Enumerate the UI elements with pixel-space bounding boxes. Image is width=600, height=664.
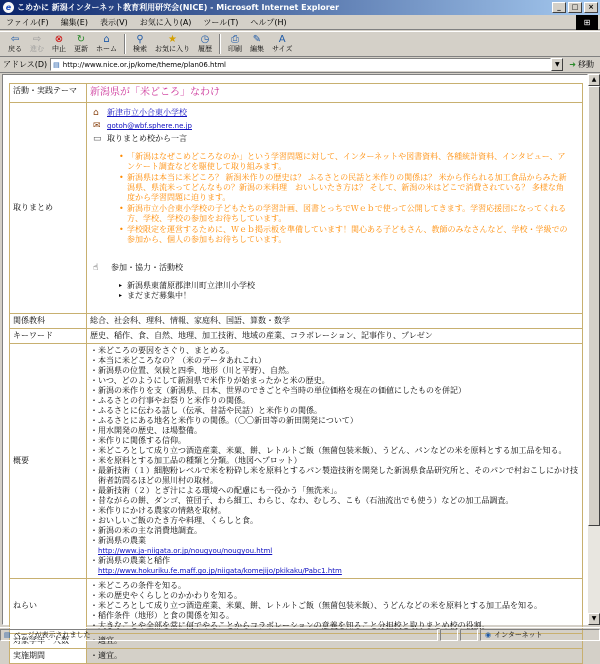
list-item: ・ 新潟県の位置、気候と四季、地形（川と平野）、自然。: [90, 366, 579, 376]
list-item: ・ 米作りに関係する信仰。: [90, 436, 579, 446]
overview-label: 概要: [10, 344, 87, 579]
address-label: アドレス(D): [3, 60, 48, 69]
list-item: ・ 米どころの要因をさぐり、まとめる。: [90, 346, 579, 356]
list-item: ・ 米どころとして成り立つ酒造産業、米菓、餅、レトルトご飯（無菌包装米飯）、うどん、パンなどの米を原料とする加工品を知る。: [90, 446, 579, 456]
list-item: ・ 大きなことや全部を常に何でやることからコラボレーションの意義を知ること分担校と取りまとめ校の役割。: [90, 621, 579, 631]
table-row: [10, 579, 583, 634]
email-link[interactable]: gotoh@wbf.sphere.ne.jp: [107, 122, 192, 130]
address-url: http://www.nice.or.jp/kome/theme/plan06.html: [62, 60, 226, 69]
scroll-up-button[interactable]: ▲: [588, 74, 600, 86]
participate-heading: 参加・協力・活動校: [111, 263, 183, 272]
list-item: ・ 新潟県の農業と稲作: [90, 556, 579, 566]
menu-help[interactable]: ヘルプ(H): [250, 17, 287, 27]
scroll-down-button[interactable]: ▼: [588, 613, 600, 625]
close-button[interactable]: ×: [584, 2, 598, 13]
list-item: ・ 最新技術（１）細胞粉レベルで米を粉砕し米を原料とするパン製造技術を開発した新潟県食品研究所と、そのパンで村おこしにかけ技術者訪問るほどの黒川村の取材。: [90, 466, 579, 486]
print-button[interactable]: ⎙ 印刷: [228, 34, 242, 53]
house-icon: ⌂: [93, 108, 99, 118]
edit-button[interactable]: ✎ 編集: [250, 34, 264, 53]
list-item: ▸ 新潟県東蒲原郡津川町立津川小学校: [127, 281, 576, 291]
theme-label: 活動・実践テーマ: [10, 84, 87, 103]
minimize-button[interactable]: _: [552, 2, 566, 13]
list-item: ・ 用水開発の歴史、ほ場整備。: [90, 426, 579, 436]
email-icon: ✉: [93, 121, 101, 131]
overview-list: [90, 346, 579, 576]
menu-bar: [0, 15, 600, 30]
search-button[interactable]: ⚲ 検索: [133, 34, 147, 53]
list-item: ・ ふるさとにある地名と米作りの関係。（〇〇新田等の新田開発について）: [90, 416, 579, 426]
menu-view[interactable]: 表示(V): [99, 17, 128, 27]
list-item: ・ 米の歴史やくらしとのかかわりを知る。: [90, 591, 579, 601]
globe-icon: ◉: [485, 630, 492, 639]
list-item: [90, 546, 579, 556]
list-item: ・ 米どころとして成り立つ酒造産業、米菓、餅、レトルトご飯（無菌包装米飯）、うどんなどの米を原料とする加工品を知る。: [90, 601, 579, 611]
list-item: • 学校限定を運営するために、Ｗｅｂ掲示板を準備しています！関心ある子どもさん、教師のみなさんなど、学校・学級での参加から、個人の参加もお待ちしています。: [127, 225, 570, 245]
aims-label: ねらい: [10, 579, 87, 634]
menu-tools[interactable]: ツール(T): [203, 17, 239, 27]
table-row: [10, 344, 583, 579]
status-cell: [460, 629, 478, 641]
toolbar-separator: [219, 34, 221, 54]
window-title: こめかに 新潟インターネット教育利用研究会(NICE) - Microsoft Internet Explorer: [17, 3, 340, 12]
list-item: • 新潟市立小合東小学校の子どもたちの学習計画、図書とっちでＷｅｂで使って公開してきます。学習応援団になってくれる方、学校、学校の参加をお待ちしています。: [127, 204, 570, 224]
school-link[interactable]: 新津市立小合東小学校: [107, 108, 187, 117]
address-bar: [0, 57, 600, 73]
vertical-scrollbar[interactable]: [588, 74, 600, 625]
grade-value: ・ 適宜。: [90, 636, 579, 646]
table-row: [10, 103, 583, 314]
refresh-icon: ↻: [76, 34, 86, 45]
status-cell: [440, 629, 458, 641]
participant-list: [127, 281, 576, 301]
size-button[interactable]: A サイズ: [272, 34, 293, 53]
list-item: ・ 最新技術（２）とぎ汁による環境への配慮にも一役かう「無洗米」。: [90, 486, 579, 496]
address-dropdown-button[interactable]: ▼: [551, 58, 563, 71]
list-item: ・ 米どころの条件を知る。: [90, 581, 579, 591]
memo-icon: ▭: [93, 134, 102, 144]
list-item: • 「新潟はなぜこめどころなのか」という学習問題に対して、インターネットや図書資料、各種統計資料、インタビュー、アンケート調査などを駆使して取り組みます。: [127, 152, 570, 172]
aims-list: [90, 581, 579, 631]
list-item: ・ おいしいご飯のたき方や料理、くらしと食。: [90, 516, 579, 526]
address-input[interactable]: [50, 58, 551, 71]
menu-edit[interactable]: 編集(E): [60, 17, 88, 27]
status-message: ▤ ページが表示されました: [0, 629, 438, 641]
message-heading: 取りまとめ校から一言: [107, 134, 187, 143]
subjects-label: 関係教科: [10, 314, 87, 329]
list-item: ▸ まだまだ募集中！: [127, 291, 576, 301]
message-list: [127, 152, 576, 245]
windows-logo-icon: ⊞: [576, 15, 598, 30]
maff-link[interactable]: http://www.hokuriku.fe.maff.go.jp/niigata/komejijo/pkikaku/Pabc1.htm: [98, 567, 342, 575]
keywords-label: キーワード: [10, 329, 87, 344]
table-row: [10, 649, 583, 664]
grade-label: 対象学年・人数: [10, 634, 87, 649]
ja-niigata-link[interactable]: http://www.ja-niigata.or.jp/nougyou/nougyou.html: [98, 547, 273, 555]
security-zone: ◉ インターネット: [480, 629, 600, 641]
list-item: ・ 新潟県の農業: [90, 536, 579, 546]
refresh-button[interactable]: ↻ 更新: [74, 34, 88, 53]
page-done-icon: ▤: [4, 630, 11, 639]
list-item: ・ いつ、どのようにして新潟県で米作りが始まったかと米の歴史。: [90, 376, 579, 386]
maximize-button[interactable]: □: [568, 2, 582, 13]
font-size-icon: A: [278, 34, 286, 45]
forward-button[interactable]: ⇨ 進む: [30, 34, 44, 53]
favorites-icon: ★: [168, 34, 177, 45]
period-value: ・ 適宜。: [90, 651, 579, 661]
list-item: ・ 稲作条件（地形）と食の関係を知る。: [90, 611, 579, 621]
scroll-thumb[interactable]: [588, 86, 600, 526]
keywords-value: 歴史、稲作、食、自然、地理、加工技術、地域の産業、コラボレーション、記事作り、プレゼン: [87, 329, 583, 344]
page-icon: ▤: [53, 60, 60, 69]
history-icon: ◷: [200, 34, 210, 45]
title-bar: [0, 0, 600, 15]
list-item: ・ 昔ながらの餅、ダンゴ、笹団子、わら細工、わらじ、なわ、むしろ、こも（石油流出でも使う）などの加工品調査。: [90, 496, 579, 506]
menu-file[interactable]: ファイル(F): [6, 17, 49, 27]
list-item: ・ ふるさとの行事やお祭りと米作りの関係。: [90, 396, 579, 406]
search-icon: ⚲: [136, 34, 144, 45]
table-row: [10, 314, 583, 329]
toolbar-separator: [124, 34, 126, 54]
list-item: ・ 米を原料とする加工品の種類と分類。（地図へプロット）: [90, 456, 579, 466]
table-row: [10, 329, 583, 344]
forward-arrow-icon: ⇨: [32, 34, 42, 45]
edit-icon: ✎: [252, 34, 262, 45]
home-icon: ⌂: [103, 34, 110, 45]
list-item: ・ 新潟の米の主な消費地調査。: [90, 526, 579, 536]
summary-label: 取りまとめ: [10, 103, 87, 314]
home-button[interactable]: ⌂ ホーム: [96, 34, 117, 53]
go-arrow-icon: ➜: [569, 60, 576, 69]
activity-plan-table: [9, 83, 583, 664]
list-item: ・ 米作りにかける農家の情熱を取材。: [90, 506, 579, 516]
list-item: ・ ふるさとに伝わる話し（伝承、昔話や民話）と米作りの関係。: [90, 406, 579, 416]
standard-toolbar: [0, 31, 600, 57]
list-item: ・ 新潟の米作りを支（新潟県、日本、世界のできごとや当時の単位価格を現在の価値にしたものを併記）: [90, 386, 579, 396]
stop-button[interactable]: ⊗ 中止: [52, 34, 66, 53]
print-icon: ⎙: [231, 34, 239, 45]
list-item: [90, 566, 579, 576]
menu-favorites[interactable]: お気に入り(A): [139, 17, 192, 27]
list-item: ・ 本当に米どころなの？（米のデータあれこれ）: [90, 356, 579, 366]
period-label: 実施期間: [10, 649, 87, 664]
back-arrow-icon: ⇦: [10, 34, 20, 45]
history-button[interactable]: ◷ 履歴: [198, 34, 212, 53]
subjects-value: 総合、社会科、理科、情報、家庭科、国語、算数・数学: [87, 314, 583, 329]
theme-title: 新潟県が「米どころ」なわけ: [90, 87, 220, 98]
favorites-button[interactable]: ★ お気に入り: [155, 34, 190, 53]
status-bar: [0, 627, 600, 641]
table-row: [10, 84, 583, 103]
list-item: • 新潟県は本当に米どころ？ 新潟米作りの歴史は？ ふるさとの民話と米作りの関係は？ 米から作られる加工食品からみた新潟県、県流米ってどんなもの？新潟の米料理 おいしいたき方は？ そして、新潟の米はどこで消費されている？ 多様な角度から学習問題に迫ります。: [127, 173, 570, 203]
go-button[interactable]: ➜ 移動: [569, 60, 594, 69]
stop-icon: ⊗: [54, 34, 64, 45]
ie-logo-icon: e: [3, 2, 14, 13]
handshake-icon: ☝: [93, 263, 99, 273]
back-button[interactable]: ⇦ 戻る: [8, 34, 22, 53]
